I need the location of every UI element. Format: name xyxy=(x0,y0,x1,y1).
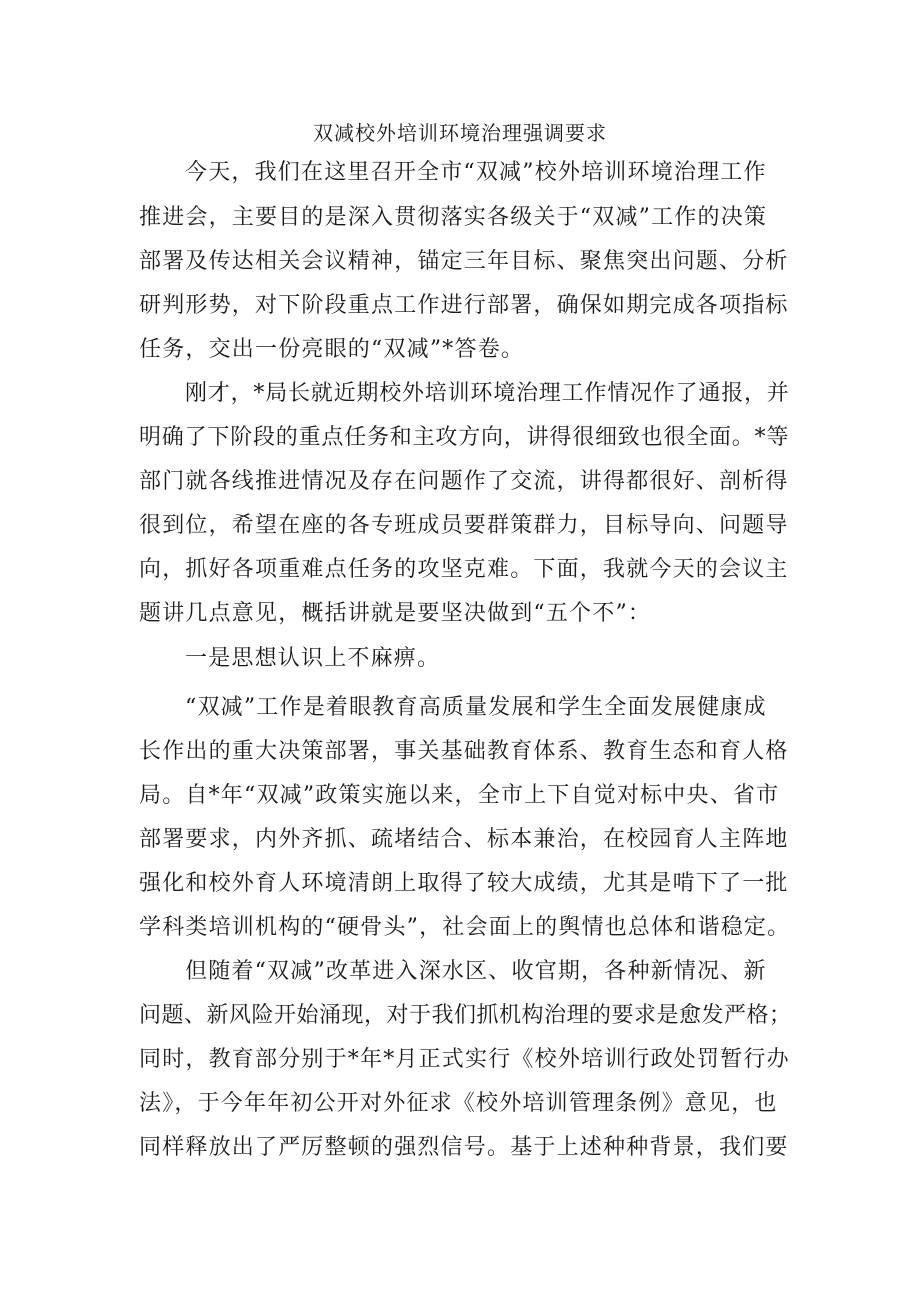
text-line: 强化和校外育人环境清朗上取得了较大成绩，尤其是啃下了一批 xyxy=(139,871,789,896)
text-line: 题讲几点意见，概括讲就是要坚决做到“五个不”： xyxy=(139,601,652,626)
text-line: “双减”工作是着眼教育高质量发展和学生全面发展健康成 xyxy=(185,695,767,720)
text-line: 明确了下阶段的重点任务和主攻方向，讲得很细致也很全面。*等 xyxy=(139,425,790,450)
text-line: 部署要求，内外齐抓、疏堵结合、标本兼治，在校园育人主阵地 xyxy=(139,827,789,852)
text-line: 向，抓好各项重难点任务的攻坚克难。下面，我就今天的会议主 xyxy=(139,557,789,582)
text-line: 研判形势，对下阶段重点工作进行部署，确保如期完成各项指标 xyxy=(139,293,789,318)
text-line: 部门就各线推进情况及存在问题作了交流，讲得都很好、剖析得 xyxy=(139,469,789,494)
text-line: 学科类培训机构的“硬骨头”，社会面上的舆情也总体和谐稳定。 xyxy=(139,915,791,940)
text-line: 同时，教育部分别于*年*月正式实行《校外培训行政处罚暂行办 xyxy=(139,1047,790,1072)
text-line: 任务，交出一份亮眼的“双减”*答卷。 xyxy=(139,337,525,362)
text-line: 问题、新风险开始涌现，对于我们抓机构治理的要求是愈发严格； xyxy=(139,1003,792,1028)
text-line: 长作出的重大决策部署，事关基础教育体系、教育生态和育人格 xyxy=(139,739,789,764)
text-line: 推进会，主要目的是深入贯彻落实各级关于“双减”工作的决策 xyxy=(139,205,768,230)
text-line: 但随着“双减”改革进入深水区、收官期，各种新情况、新 xyxy=(185,959,767,984)
text-line: 法》，于今年年初公开对外征求《校外培训管理条例》意见，也 xyxy=(139,1091,778,1116)
text-line: 刚才，*局长就近期校外培训环境治理工作情况作了通报，并 xyxy=(185,381,790,406)
text-line: 部署及传达相关会议精神，锚定三年目标、聚焦突出问题、分析 xyxy=(139,249,789,274)
text-line: 同样释放出了严厉整顿的强烈信号。基于上述种种背景，我们要 xyxy=(139,1135,789,1160)
document-title: 双减校外培训环境治理强调要求 xyxy=(313,121,607,145)
section-heading: 一是思想认识上不麻痹。 xyxy=(185,646,441,671)
text-line: 今天，我们在这里召开全市“双减”校外培训环境治理工作 xyxy=(185,160,767,185)
text-line: 很到位，希望在座的各专班成员要群策群力，目标导向、问题导 xyxy=(139,513,789,538)
text-line: 局。自*年“双减”政策实施以来，全市上下自觉对标中央、省市 xyxy=(139,783,780,808)
